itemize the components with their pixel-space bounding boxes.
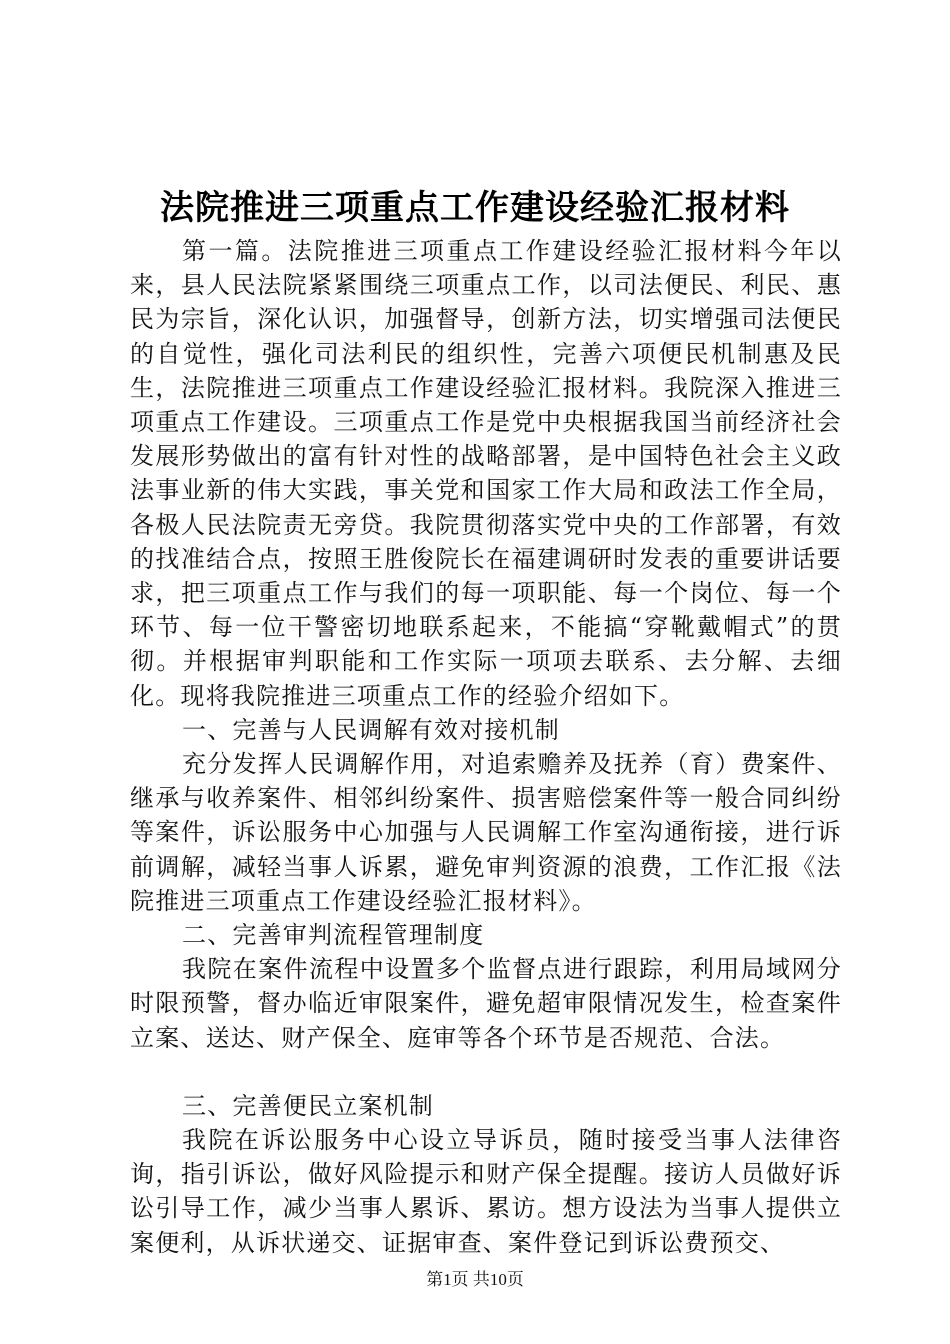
- section-heading-2: 二、完善审判流程管理制度: [182, 921, 485, 950]
- document-body: [130, 234, 842, 1260]
- paragraph-spacer: [130, 1055, 842, 1089]
- page-number-footer: 第1页 共10页: [426, 1270, 524, 1289]
- body-paragraph-section-2: 我院在案件流程中设置多个监督点进行跟踪，利用局域网分时限预警，督办临近审限案件，避免超审限情况发生，检查案件立案、送达、财产保全、庭审等各个环节是否规范、合法。: [130, 955, 842, 1052]
- body-paragraph-section-1: 充分发挥人民调解作用，对追索赡养及抚养（育）费案件、继承与收养案件、相邻纠纷案件、损害赔偿案件等一般合同纠纷等案件，诉讼服务中心加强与人民调解工作室沟通衔接，进行诉前调解，减轻当事人诉累，避免审判资源的浪费，工作汇报《法院推进三项重点工作建设经验汇报材料》。: [130, 750, 842, 915]
- section-heading-1: 一、完善与人民调解有效对接机制: [182, 715, 560, 744]
- body-paragraph-section-3: 我院在诉讼服务中心设立导诉员，随时接受当事人法律咨询，指引诉讼，做好风险提示和财产保全提醒。接访人员做好诉讼引导工作，减少当事人累诉、累访。想方设法为当事人提供立案便利，从诉状递交、证据审查、案件登记到诉讼费预交、: [130, 1126, 842, 1257]
- body-paragraph-intro: 第一篇。法院推进三项重点工作建设经验汇报材料今年以来，县人民法院紧紧围绕三项重点工作，以司法便民、利民、惠民为宗旨，深化认识，加强督导，创新方法，切实增强司法便民的自觉性，强化司法利民的组织性，完善六项便民机制惠及民生，法院推进三项重点工作建设经验汇报材料。我院深入推进三项重点工作建设。三项重点工作是党中央根据我国当前经济社会发展形势做出的富有针对性的战略部署，是中国特色社会主义政法事业新的伟大实践，事关党和国家工作大局和政法工作全局，各极人民法院责无旁贷。我院贯彻落实党中央的工作部署，有效的找准结合点，按照王胜俊院长在福建调研时发表的重要讲话要求，把三项重点工作与我们的每一项职能、每一个岗位、每一个环节、每一位干警密切地联系起来，不能搞“穿靴戴帽式”的贯彻。并根据审判职能和工作实际一项项去联系、去分解、去细化。现将我院推进三项重点工作的经验介绍如下。: [130, 237, 842, 710]
- document-title: 法院推进三项重点工作建设经验汇报材料: [160, 188, 790, 228]
- section-heading-3: 三、完善便民立案机制: [182, 1091, 434, 1120]
